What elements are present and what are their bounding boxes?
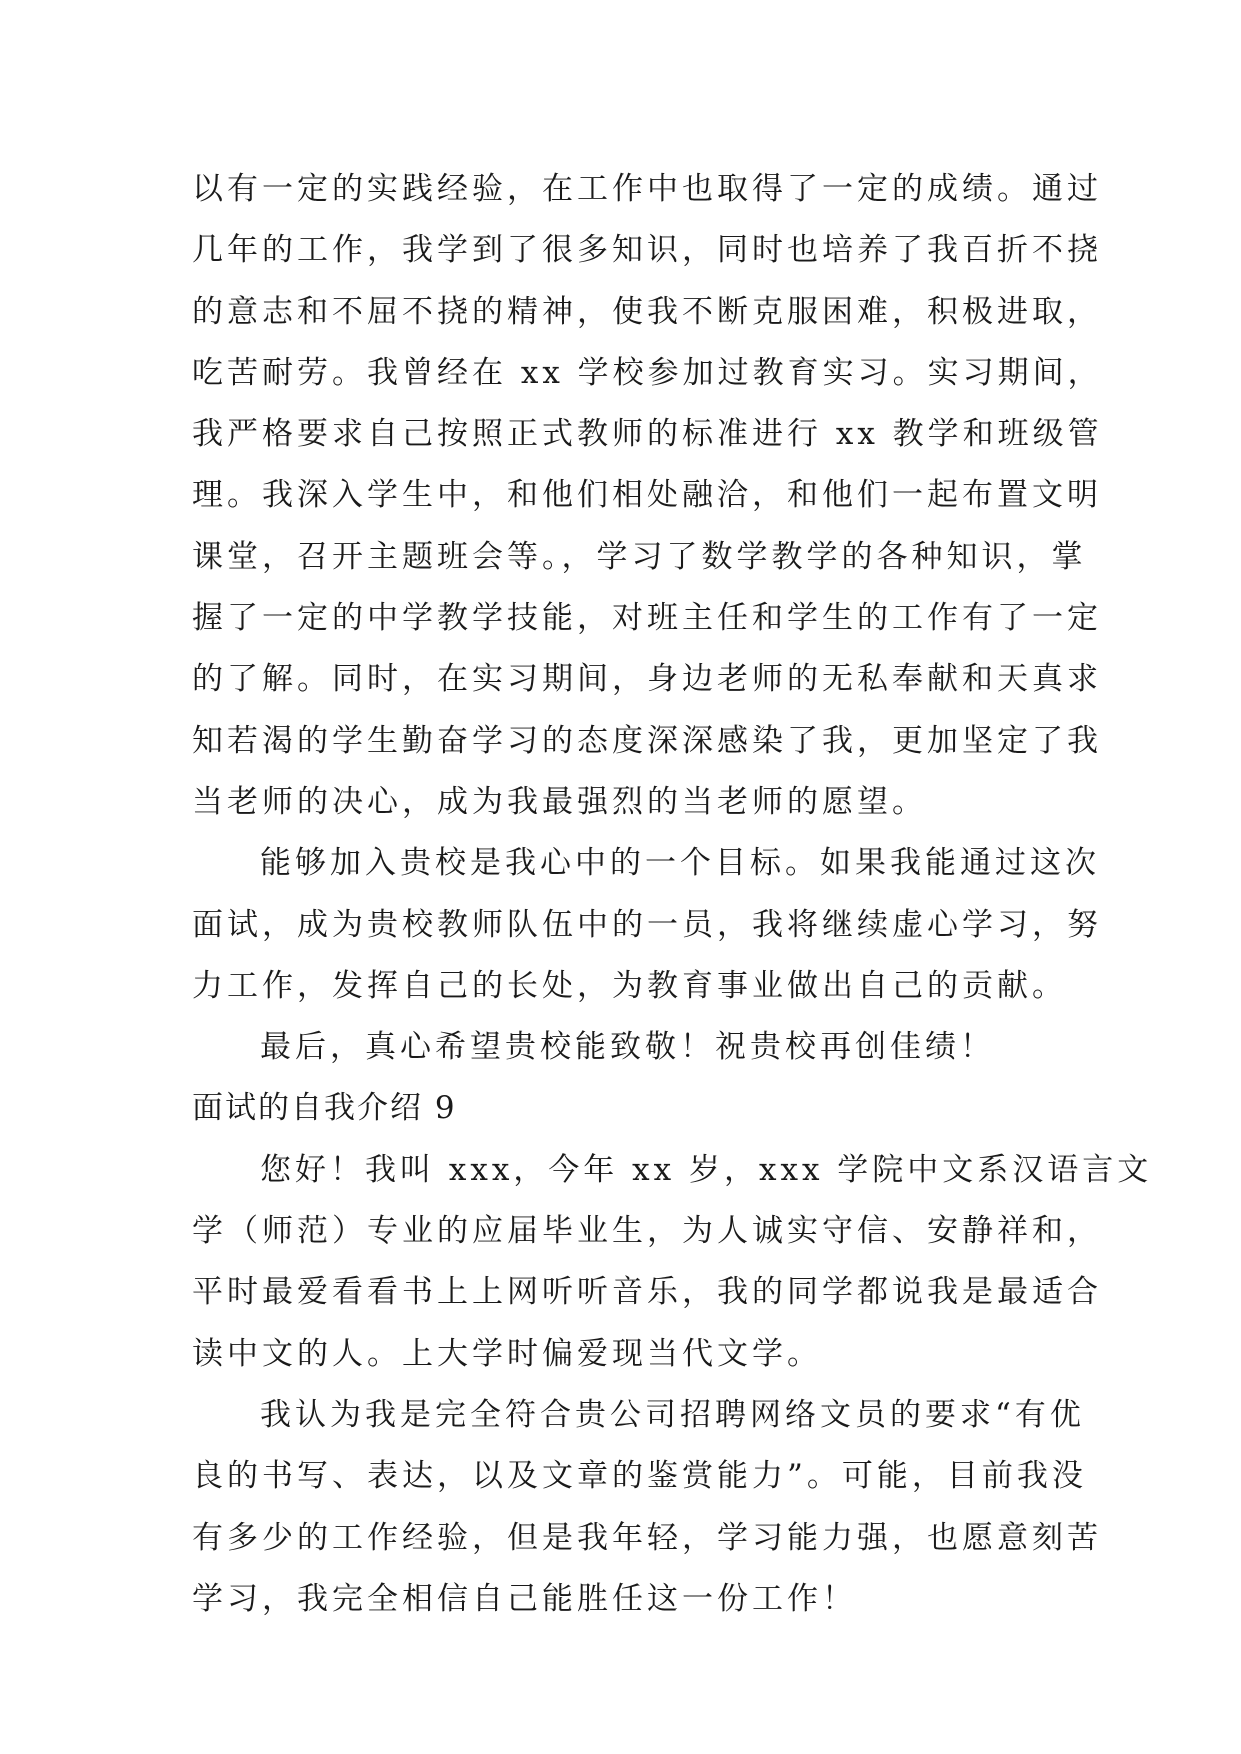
text-line: 我认为我是完全符合贵公司招聘网络文员的要求“有优 [260, 1396, 1085, 1433]
text-line: 能够加入贵校是我心中的一个目标。如果我能通过这次 [260, 845, 1100, 882]
text-line: 的意志和不屈不挠的精神，使我不断克服困难，积极进取， [192, 293, 1102, 330]
text-line: 我严格要求自己按照正式教师的标准进行 xx 教学和班级管 [192, 416, 1103, 453]
text-line: 握了一定的中学教学技能，对班主任和学生的工作有了一定 [192, 600, 1102, 637]
text-line: 当老师的决心，成为我最强烈的当老师的愿望。 [192, 783, 927, 820]
text-line: 的了解。同时，在实习期间，身边老师的无私奉献和天真求 [192, 661, 1102, 698]
section-heading: 面试的自我介绍 9 [192, 1090, 457, 1127]
text-line: 以有一定的实践经验，在工作中也取得了一定的成绩。通过 [192, 171, 1102, 207]
text-line: 学（师范）专业的应届毕业生，为人诚实守信、安静祥和， [192, 1213, 1102, 1250]
text-line: 课堂，召开主题班会等。，学习了数学教学的各种知识，掌 [192, 538, 1087, 575]
text-line: 有多少的工作经验，但是我年轻，学习能力强，也愿意刻苦 [192, 1519, 1102, 1556]
text-line: 知若渴的学生勤奋学习的态度深深感染了我，更加坚定了我 [192, 722, 1102, 759]
text-line: 您好！我叫 xxx，今年 xx 岁，xxx 学院中文系汉语言文 [260, 1151, 1153, 1188]
text-line: 几年的工作，我学到了很多知识，同时也培养了我百折不挠 [192, 232, 1102, 269]
text-line: 学习，我完全相信自己能胜任这一份工作！ [192, 1580, 857, 1617]
text-line: 良的书写、表达，以及文章的鉴赏能力”。可能，目前我没 [192, 1458, 1087, 1495]
text-line: 最后，真心希望贵校能致敬！祝贵校再创佳绩！ [260, 1029, 995, 1066]
document-body [192, 159, 1153, 1630]
text-line: 面试，成为贵校教师队伍中的一员，我将继续虚心学习，努 [192, 906, 1102, 943]
text-line: 平时最爱看看书上上网听听音乐，我的同学都说我是最适合 [192, 1274, 1102, 1311]
text-line: 理。我深入学生中，和他们相处融洽，和他们一起布置文明 [192, 477, 1102, 514]
text-line: 力工作，发挥自己的长处，为教育事业做出自己的贡献。 [192, 967, 1067, 1004]
text-line: 读中文的人。上大学时偏爱现当代文学。 [192, 1335, 822, 1372]
text-line: 吃苦耐劳。我曾经在 xx 学校参加过教育实习。实习期间， [192, 354, 1103, 391]
